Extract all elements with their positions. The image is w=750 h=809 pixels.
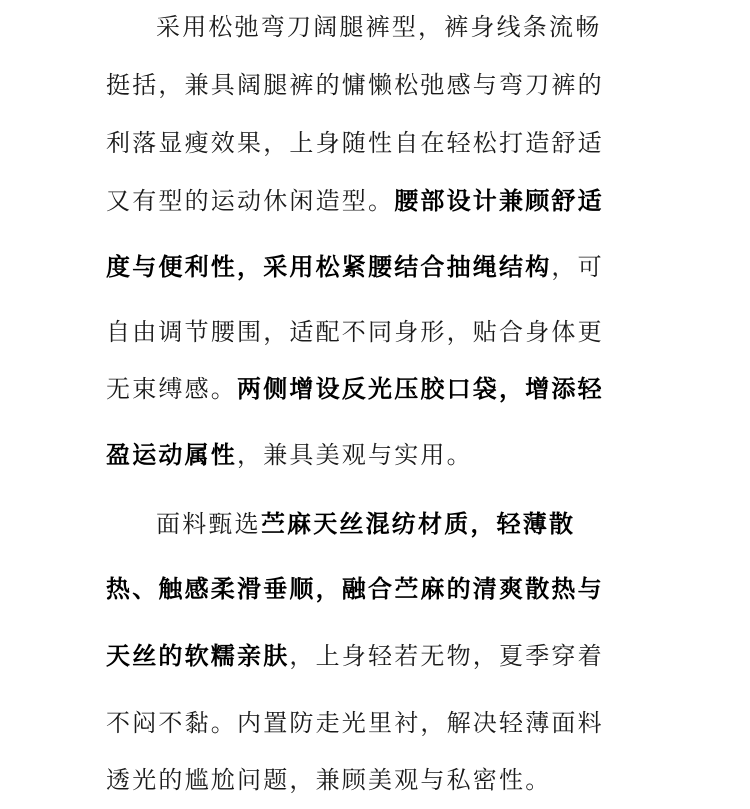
text-line	[106, 369, 604, 409]
text-run: 挺括，兼具阔腿裤的慵懒松弛感与弯刀裤的	[106, 71, 604, 99]
text-line	[106, 247, 604, 287]
text-run: ，可	[551, 253, 604, 281]
text-run: 利落显瘦效果，上身随性自在轻松打造舒适	[106, 129, 604, 157]
text-line	[156, 7, 601, 47]
text-run: 又有型的运动休闲造型。	[106, 187, 395, 215]
text-run: 采用松弛弯刀阔腿裤型，裤身线条流畅	[156, 13, 602, 41]
text-line	[106, 181, 604, 221]
text-line	[106, 760, 551, 800]
text-run: ，兼具美观与实用。	[237, 441, 473, 469]
bold-text-run: 苎麻天丝混纺材质，轻薄散	[260, 510, 576, 538]
text-line	[106, 312, 604, 352]
text-line	[106, 435, 473, 475]
bold-text-run: 腰部设计兼顾舒适	[394, 187, 604, 215]
text-run: 面料甄选	[156, 510, 261, 538]
bold-text-run: 天丝的软糯亲肤	[106, 642, 290, 670]
text-line	[106, 636, 604, 676]
text-line	[156, 504, 575, 544]
text-run: 不闷不黏。内置防走光里衬，解决轻薄面料	[106, 709, 604, 737]
text-run: 透光的尴尬问题，兼顾美观与私密性。	[106, 766, 552, 794]
text-run: ，上身轻若无物，夏季穿着	[289, 642, 604, 670]
text-run: 自由调节腰围，适配不同身形，贴合身体更	[106, 318, 604, 346]
text-run: 无束缚感。	[106, 375, 237, 403]
text-line	[106, 65, 604, 105]
bold-text-run: 度与便利性，采用松紧腰结合抽绳结构	[106, 253, 552, 281]
text-line	[106, 703, 604, 743]
text-line	[106, 569, 604, 609]
bold-text-run: 热、触感柔滑垂顺，融合苎麻的清爽散热与	[106, 575, 604, 603]
bold-text-run: 盈运动属性	[106, 441, 237, 469]
text-line	[106, 123, 604, 163]
bold-text-run: 两侧增设反光压胶口袋，增添轻	[237, 375, 604, 403]
